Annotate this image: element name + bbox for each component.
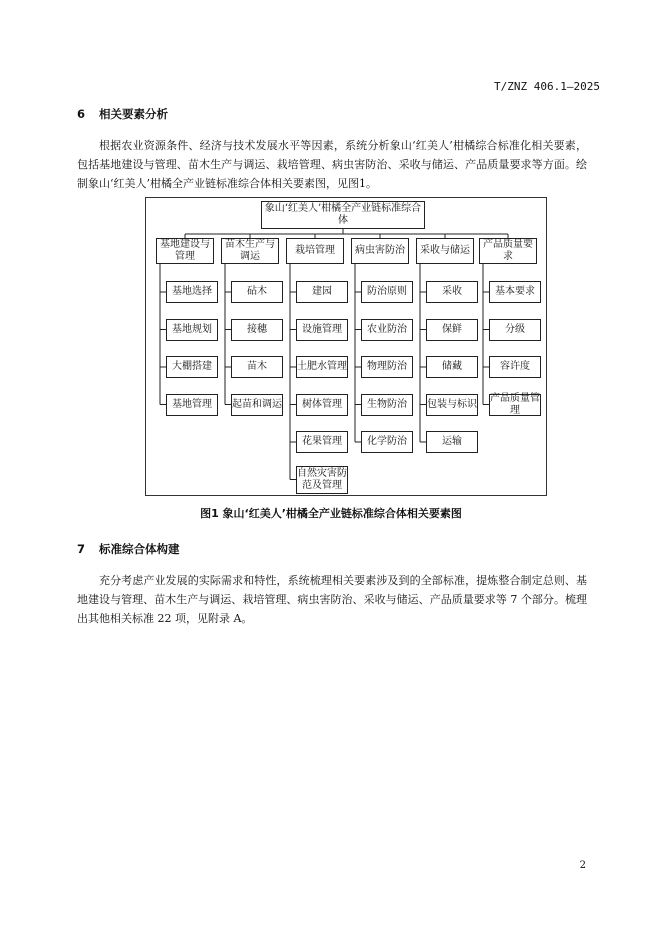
section-6-title: 相关要素分析 [99, 107, 168, 121]
category-node: 苗木生产与调运 [221, 238, 279, 264]
item-node: 农业防治 [361, 319, 413, 341]
item-node: 土肥水管理 [296, 356, 348, 378]
category-node: 栽培管理 [286, 238, 344, 264]
item-node: 建园 [296, 281, 348, 303]
figure-caption: 图1 象山‘红美人’柑橘全产业链标准综合体相关要素图 [200, 507, 462, 520]
item-node: 包装与标识 [426, 394, 478, 416]
section-7-heading [77, 541, 180, 557]
item-node: 基地选择 [166, 281, 218, 303]
item-node: 运输 [426, 431, 478, 453]
section-6-paragraph: 根据农业资源条件、经济与技术发展水平等因素，系统分析象山‘红美人’柑橘综合标准化相关要素，包括基地建设与管理、苗木生产与调运、栽培管理、病虫害防治、采收与储运、产品质量要求等方面。绘制象山‘红美人’柑橘全产业链标准综合体相关要素图，见图1。 [77, 139, 587, 190]
item-node: 物理防治 [361, 356, 413, 378]
item-node: 产品质量管理 [490, 392, 540, 416]
section-7-title: 标准综合体构建 [99, 542, 180, 556]
elements-diagram [145, 197, 547, 496]
item-node: 基地规划 [166, 319, 218, 341]
diagram-root-node: 象山‘红美人’柑橘全产业链标准综合体 [261, 201, 425, 229]
item-node: 接穗 [231, 319, 283, 341]
item-node: 保鲜 [426, 319, 478, 341]
item-node: 砧木 [231, 281, 283, 303]
item-node: 容许度 [489, 356, 541, 378]
page-number: 2 [579, 860, 586, 871]
category-node: 产品质量要求 [479, 238, 537, 264]
item-node: 化学防治 [361, 431, 413, 453]
section-7-paragraph: 充分考虑产业发展的实际需求和特性，系统梳理相关要素涉及到的全部标准，提炼整合制定总则、基地建设与管理、苗木生产与调运、栽培管理、病虫害防治、采收与储运、产品质量要求等 7 个部分。梳理出其他相关标准 22 项，见附录 A。 [77, 574, 587, 625]
section-6-number: 6 [77, 107, 86, 121]
item-node: 基本要求 [489, 281, 541, 303]
item-node: 花果管理 [296, 431, 348, 453]
item-node: 自然灾害防范及管理 [296, 466, 348, 494]
item-node: 苗木 [231, 356, 283, 378]
item-node: 储藏 [426, 356, 478, 378]
category-node: 病虫害防治 [351, 238, 409, 264]
item-node: 树体管理 [296, 394, 348, 416]
category-node: 采收与储运 [416, 238, 474, 264]
category-node: 基地建设与管理 [156, 238, 214, 264]
item-node: 采收 [426, 281, 478, 303]
section-7-number: 7 [77, 542, 86, 556]
item-node: 分级 [489, 319, 541, 341]
item-node: 基地管理 [166, 394, 218, 416]
item-node: 设施管理 [296, 319, 348, 341]
item-node: 起苗和调运 [231, 394, 283, 416]
item-node: 大棚搭建 [166, 356, 218, 378]
document-number: T/ZNZ 406.1—2025 [494, 80, 600, 93]
item-node: 防治原则 [361, 281, 413, 303]
item-node: 生物防治 [361, 394, 413, 416]
section-6-heading [77, 106, 168, 122]
